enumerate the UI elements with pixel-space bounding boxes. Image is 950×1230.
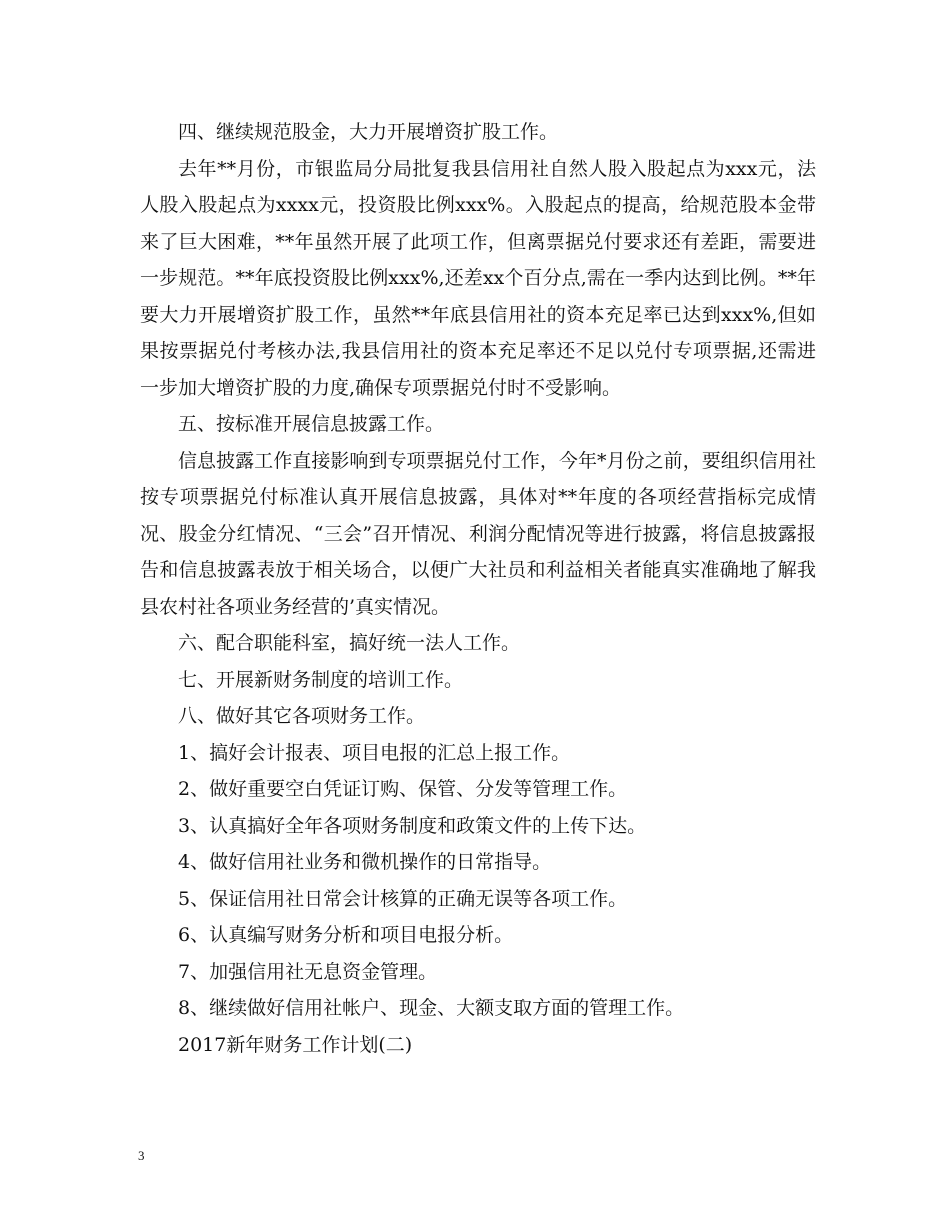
body-paragraph: 去年**月份，市银监局分局批复我县信用社自然人股入股起点为xxx元，法人股入股起点为xxxx元，投资股比例xxx%。入股起点的提高，给规范股本金带来了巨大困难，**年虽然开展了此项工作，但离票据兑付要求还有差距，需要进一步规范。**年底投资股比例xxx%,还差xx个百分点,需在一季内达到比例。**年要大力开展增资扩股工作，虽然**年底县信用社的资本充足率已达到xxx%,但如果按票据兑付考核办法,我县信用社的资本充足率还不足以兑付专项票据,还需进一步加大增资扩股的力度,确保专项票据兑付时不受影响。	[140, 157, 816, 399]
document-body	[140, 114, 816, 1063]
list-item: 1、搞好会计报表、项目电报的汇总上报工作。	[178, 741, 571, 764]
next-document-title: 2017新年财务工作计划(二)	[178, 1033, 413, 1056]
section-heading-7: 七、开展新财务制度的培训工作。	[178, 668, 464, 691]
page-number: 3	[138, 1148, 145, 1163]
list-item: 6、认真编写财务分析和项目电报分析。	[178, 924, 514, 946]
section-heading-4: 四、继续规范股金，大力开展增资扩股工作。	[178, 121, 559, 143]
body-paragraph: 信息披露工作直接影响到专项票据兑付工作，今年*月份之前，要组织信用社按专项票据兑付标准认真开展信息披露，具体对**年度的各项经营指标完成情况、股金分红情况、“三会”召开情况、利润分配情况等进行披露，将信息披露报告和信息披露表放于相关场合，以便广大社员和利益相关者能真实准确地了解我县农村社各项业务经营的’真实情况。	[140, 449, 816, 618]
list-item: 4、做好信用社业务和微机操作的日常指导。	[178, 851, 552, 873]
list-item: 5、保证信用社日常会计核算的正确无误等各项工作。	[178, 887, 628, 910]
list-item: 2、做好重要空白凭证订购、保管、分发等管理工作。	[178, 778, 628, 800]
section-heading-8: 八、做好其它各项财务工作。	[178, 705, 426, 727]
list-item: 7、加强信用社无息资金管理。	[178, 960, 438, 983]
list-item: 8、继续做好信用社帐户、现金、大额支取方面的管理工作。	[178, 997, 685, 1019]
section-heading-6: 六、配合职能科室，搞好统一法人工作。	[178, 632, 521, 654]
list-item: 3、认真搞好全年各项财务制度和政策文件的上传下达。	[178, 814, 647, 837]
section-heading-5: 五、按标准开展信息披露工作。	[178, 413, 445, 435]
